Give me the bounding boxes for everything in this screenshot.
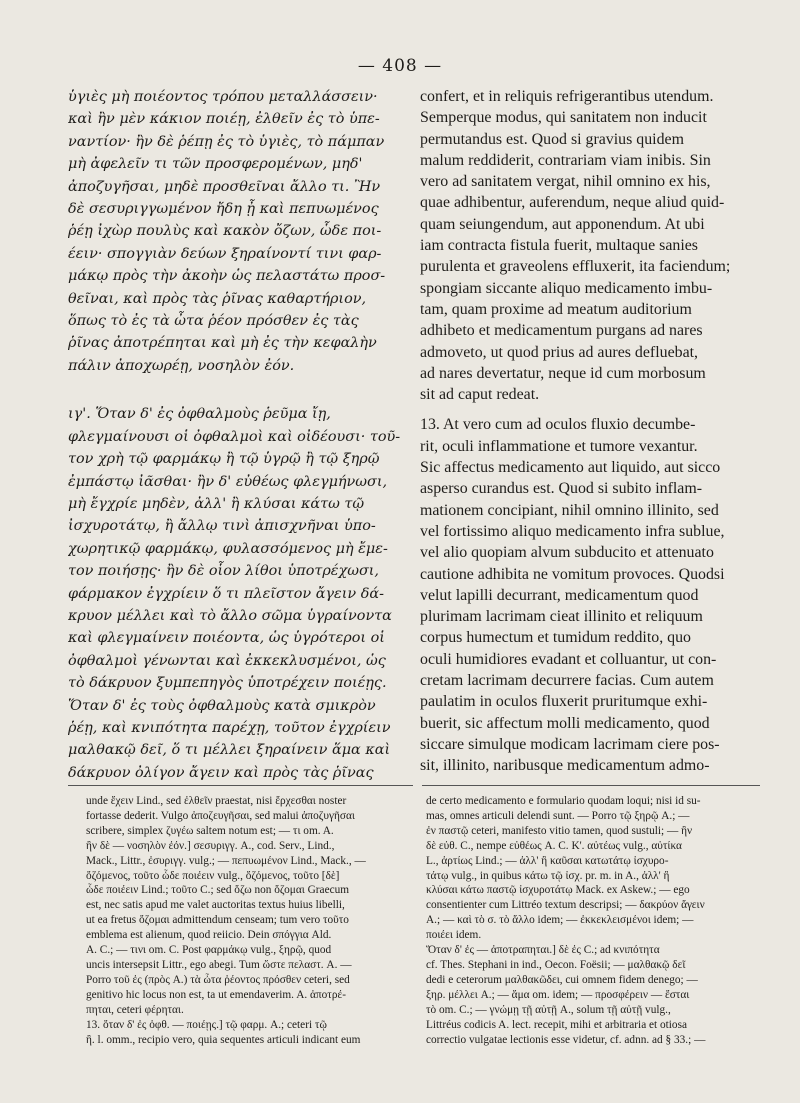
text-line: τάτῳ vulg., in quibus κάτω τῷ ἰσχ. pr. m. in A., ἀλλ' ἢ [426,869,670,882]
text-line: τὸ om. C.; — γνώμῃ τῇ αὐτῇ A., solum τῇ αὐτῇ vulg., [426,1003,671,1016]
text-line: vel fortissimo aliquo medicamento infra sublue, [420,522,725,540]
paragraph-gap [68,377,413,403]
text-line: adhibeto et medicamentum purgans ad nares [420,322,703,340]
text-line: ad nares devertatur, neque id cum morbosum [420,364,706,382]
text-line: buerit, sic affectum molli medicamento, quod [420,714,710,732]
text-line: ῥέῃ ἰχὼρ πουλὺς καὶ κακὸν ὄζων, ὧδε ποι- [68,223,382,240]
critical-notes-right [426,794,762,1047]
text-line: velut lapilli decurrant, medicamentum quod [420,586,699,604]
text-line: est, nec satis apud me valet auctoritas textus huius libelli, [86,899,345,912]
text-line: fortasse dederit. Vulgo ἀποζευγῆσαι, sed malui ἀποζυγῆσαι [86,809,355,822]
text-line: θεῖναι, καὶ πρὸς τὰς ῥῖνας καθαρτήριον, [68,290,367,307]
text-line: mationem concipiant, nihil omnino illinito, sed [420,501,719,519]
text-line: πάλιν ἀποχωρέῃ, νοσηλὸν ἐόν. [68,357,295,374]
text-line: spongiam siccante aliquo medicamento imbu- [420,279,713,297]
text-line: ποιέει idem. [426,929,482,942]
text-line: τὸ δάκρυον ξυμπεπηγὸς ὑποτρέχειν ποιέῃς. [68,675,387,692]
text-line: μαλθακῷ δεῖ, ὅ τι μέλλει ξηραίνειν ἅμα καὶ [68,742,391,759]
text-line: ἢ. l. omm., recipio vero, quia sequentes articuli indicant eum [86,1033,361,1046]
text-line: ὅπως τὸ ἐς τὰ ὦτα ῥέον πρόσθεν ἐς τὰς [68,313,359,330]
text-line: τον ποιήσῃς· ἢν δὲ οἷον λίθοι ὑποτρέχωσι, [68,563,380,580]
text-line: 13. At vero cum ad oculos fluxio decumbe- [420,416,696,434]
text-line: μὴ ἔγχρίε μηδὲν, ἀλλ' ἢ κλύσαι κάτω τῷ [68,495,365,512]
text-line: δὲ σεσυριγγωμένον ἤδη ᾖ καὶ πεπυωμένος [68,201,379,218]
text-line: ut ea fretus ὄζομαι admittendum censeam; tum vero τοῦτο [86,914,349,927]
text-line: mas, omnes articuli delendi sunt. — Porro τῷ ξηρῷ A.; — [426,809,690,822]
text-line: consentienter cum Littréo textum descripsi; — δακρύον ἄγειν [426,899,705,912]
text-line: χωρητικῷ φαρμάκῳ, φυλασσόμενος μὴ ἔμε- [68,540,388,557]
text-line: oculi humidiores evadant et colluantur, ut con- [420,650,717,668]
greek-paragraph-1 [68,86,413,377]
text-line: malum reddiderit, contrariam viam inibis. Sin [420,151,711,169]
text-line: ξηρ. μέλλει A.; — ἅμα om. idem; — προσφέρειν — ἔσται [426,988,690,1001]
text-line: Mack., Littr., ἐσυριγγ. vulg.; — πεπυωμένον Lind., Mack., — [86,854,366,867]
text-line: έειν· σπογγιὰν δεύων ξηραίνοντί τινι φαρ- [68,245,382,262]
text-line: genitivo hic locus non est, ta ut emendaverim. A. ἀποτρέ- [86,988,346,1001]
text-line: quae adhibentur, auferendum, neque aliud quid- [420,194,725,212]
text-line: μάκῳ πρὸς τὴν ἀκοὴν ὡς πελαστάτω προσ- [68,268,386,285]
text-line: permutandus est. Quod si gravius quidem [420,130,684,148]
paragraph-gap [420,405,760,414]
text-line: rit, oculi inflammatione et tumore vexantur. [420,437,698,455]
text-line: ἐν παστῷ ceteri, manifesto vitio tamen, quod sustuli; — ἢν [426,824,693,837]
text-line: scribere, simplex ζυγέω saltem notum est; — τι om. A. [86,824,334,837]
text-line: ἀποζυγῆσαι, μηδὲ προσθεῖναι ἄλλο τι. Ἢν [68,178,381,195]
text-line: Porro τοῦ ἐς (πρὸς A.) τὰ ὦτα ῥέοντος πρόσθεν ceteri, sed [86,973,350,986]
text-line: καὶ ἢν μὲν κάκιον ποιέῃ, ἐλθεῖν ἐς τὸ ὑπε- [68,111,380,128]
text-line: A.; — καὶ τὸ σ. τὸ ἄλλο idem; — ἐκκεκλεισμένοι idem; — [426,914,694,927]
text-line: cautione adhibita ne vomitum provoces. Quodsi [420,565,725,583]
text-line: cretam lacrimam decurrere facias. Cum autem [420,672,714,690]
text-line: de certo medicamento e formulario quodam loqui; nisi id su- [426,795,701,807]
text-line: unde ἔχειν Lind., sed ἐλθεῖν praestat, nisi ἔρχεσθαι noster [86,795,347,807]
text-line: ὄζόμενος, τοῦτο ὧδε ποιέειν vulg., ὄζόμενος, τοῦτο [δὲ] [86,869,340,882]
text-line: tam, quam proxime ad meatum auditorium [420,300,692,318]
text-line: καὶ φλεγμαίνειν ποιέοντα, ὡς ὑγρότεροι οἱ [68,630,385,647]
latin-paragraph-1 [420,86,760,405]
text-line: Ὅταν δ' ἐς — ἀποτραπηται.] δὲ ἐς C.; ad κνιπότητα [426,944,660,957]
text-line: δὲ εὐθ. C., nempe εὐθέως A. C. K'. αὐτέως vulg., αὐτίκα [426,839,682,852]
text-line: κρυον μέλλει καὶ τὸ ἄλλο σῶμα ὑγραίνοντα [68,607,392,624]
text-line: L., ἀρτίως Lind.; — ἀλλ' ἢ καῦσαι κατωτάτῳ ἰσχυρο- [426,854,669,867]
text-line: Sic affectus medicamento aut liquido, aut sicco [420,459,721,477]
text-line: Ὅταν δ' ἐς τοὺς ὀφθαλμοὺς κατὰ σμικρὸν [68,697,376,714]
text-line: φάρμακον ἐγχρίειν ὅ τι πλεῖστον ἄγειν δά- [68,585,384,602]
text-line: admoveto, ut quod prius ad aures defluebat, [420,343,699,361]
text-line: μὴ ἀφελεῖν τι τῶν προσφερομένων, μηδ' [68,156,363,173]
latin-paragraph-2 [420,414,760,776]
latin-translation-column [420,86,760,777]
greek-paragraph-2 [68,403,413,784]
text-line: siccare simulque modicam lacrimam ciere pos- [420,735,720,753]
text-line: quam seiungendum, aut apponendum. At ubi [420,215,705,233]
text-line: δάκρυον ὀλίγον ἄγειν καὶ πρὸς τὰς ῥῖνας [68,764,374,781]
text-line: ὑγιὲς μὴ ποιέοντος τρόπου μεταλλάσσειν· [68,89,378,105]
text-line: τον χρὴ τῷ φαρμάκῳ ἢ τῷ ὑγρῷ ἢ τῷ ξηρῷ [68,451,380,468]
text-line: ὧδε ποιέειν Lind.; τοῦτο C.; sed ὄζω non ὄζομαι Graecum [86,884,350,897]
text-line: πηται, ceteri φέρηται. [86,1003,184,1016]
text-line: emblema est alienum, quod reiicio. Dein σπόγγια Ald. [86,929,332,942]
text-line: Littréus codicis A. lect. recepit, mihi et arbitraria et otiosa [426,1018,687,1031]
text-line: corpus humectum et tumidum reddito, quo [420,629,691,647]
text-line: sit ad caput redeat. [420,386,540,404]
text-line: paulatim in oculos fluxerit pruritumque exhi- [420,693,708,711]
footnote-divider-left [68,785,413,786]
text-line: confert, et in reliquis refrigerantibus utendum. [420,88,714,105]
text-line: plurimam lacrimam cieat illinito et reliquum [420,608,703,626]
text-line: ἐμπάστῳ ἰᾶσθαι· ἢν δ' εὐθέως φλεγμήνωσι, [68,473,388,490]
text-line: 13. ὅταν δ' ἐς ὀφθ. — ποιέῃς.] τῷ φαρμ. A.; ceteri τῷ [86,1018,327,1031]
text-line: cf. Thes. Stephani in ind., Oecon. Foësii; — μαλθακῷ δεῖ [426,958,686,971]
text-line: dedi e ceterorum μαλθακῶδει, cui omnem fidem denego; — [426,973,698,986]
text-line: sit, illinito, naribusque medicamentum admo- [420,757,710,775]
footnote-divider-right [422,785,760,786]
text-line: φλεγμαίνουσι οἱ ὀφθαλμοὶ καὶ οἰδέουσι· τοῦ- [68,428,401,445]
text-line: iam contracta fistula fuerit, multaque sanies [420,237,698,255]
text-line: vel alio quopiam alvum subducito et attenuato [420,544,714,562]
text-line: asperso curandus est. Quod si subito inflam- [420,480,703,498]
text-line: A. C.; — τινι om. C. Post φαρμάκῳ vulg., ξηρῷ, quod [86,944,332,957]
text-line: Semperque modus, qui sanitatem non inducit [420,109,707,127]
text-line: ἢν δὲ — νοσηλὸν ἐόν.] σεσυριγγ. A., cod. Serv., Lind., [86,839,335,852]
text-line: ναντίον· ἢν δὲ ῥέπῃ ἐς τὸ ὑγιὲς, τὸ πάμπαν [68,133,385,150]
text-line: ῥῖνας ἀποτρέπηται καὶ μὴ ἐς τὴν κεφαλὴν [68,335,377,352]
text-line: κλύσαι κάτω παστῷ ἰσχυροτάτῳ Mack. ex Askew.; — ego [426,884,690,897]
text-line: ἰσχυροτάτῳ, ἢ ἄλλῳ τινὶ ἀπισχνῆναι ὑπο- [68,518,376,535]
text-line: vero ad sanitatem vergat, nihil omnino ex his, [420,173,711,191]
page-number: — 408 — [357,56,443,76]
text-line: ιγ'. Ὅταν δ' ἐς ὀφθαλμοὺς ῥεῦμα ἴῃ, [68,406,331,423]
text-line: correctio vulgatae lectionis esse videtur, cf. adnn. ad § 33.; — [426,1033,706,1046]
text-line: ὀφθαλμοὶ γένωνται καὶ ἐκκεκλυσμένοι, ὡς [68,652,386,669]
text-line: purulenta et graveolens effluxerit, ita faciendum; [420,258,731,276]
text-line: ῥέῃ, καὶ κνιπότητα παρέχῃ, τοῦτον ἐγχρίειν [68,719,391,736]
text-line: uncis intersepsit Littr., ego abegi. Tum ὥστε πελαστ. A. — [86,958,352,971]
critical-notes-left [86,794,413,1047]
greek-text-column [68,86,413,784]
